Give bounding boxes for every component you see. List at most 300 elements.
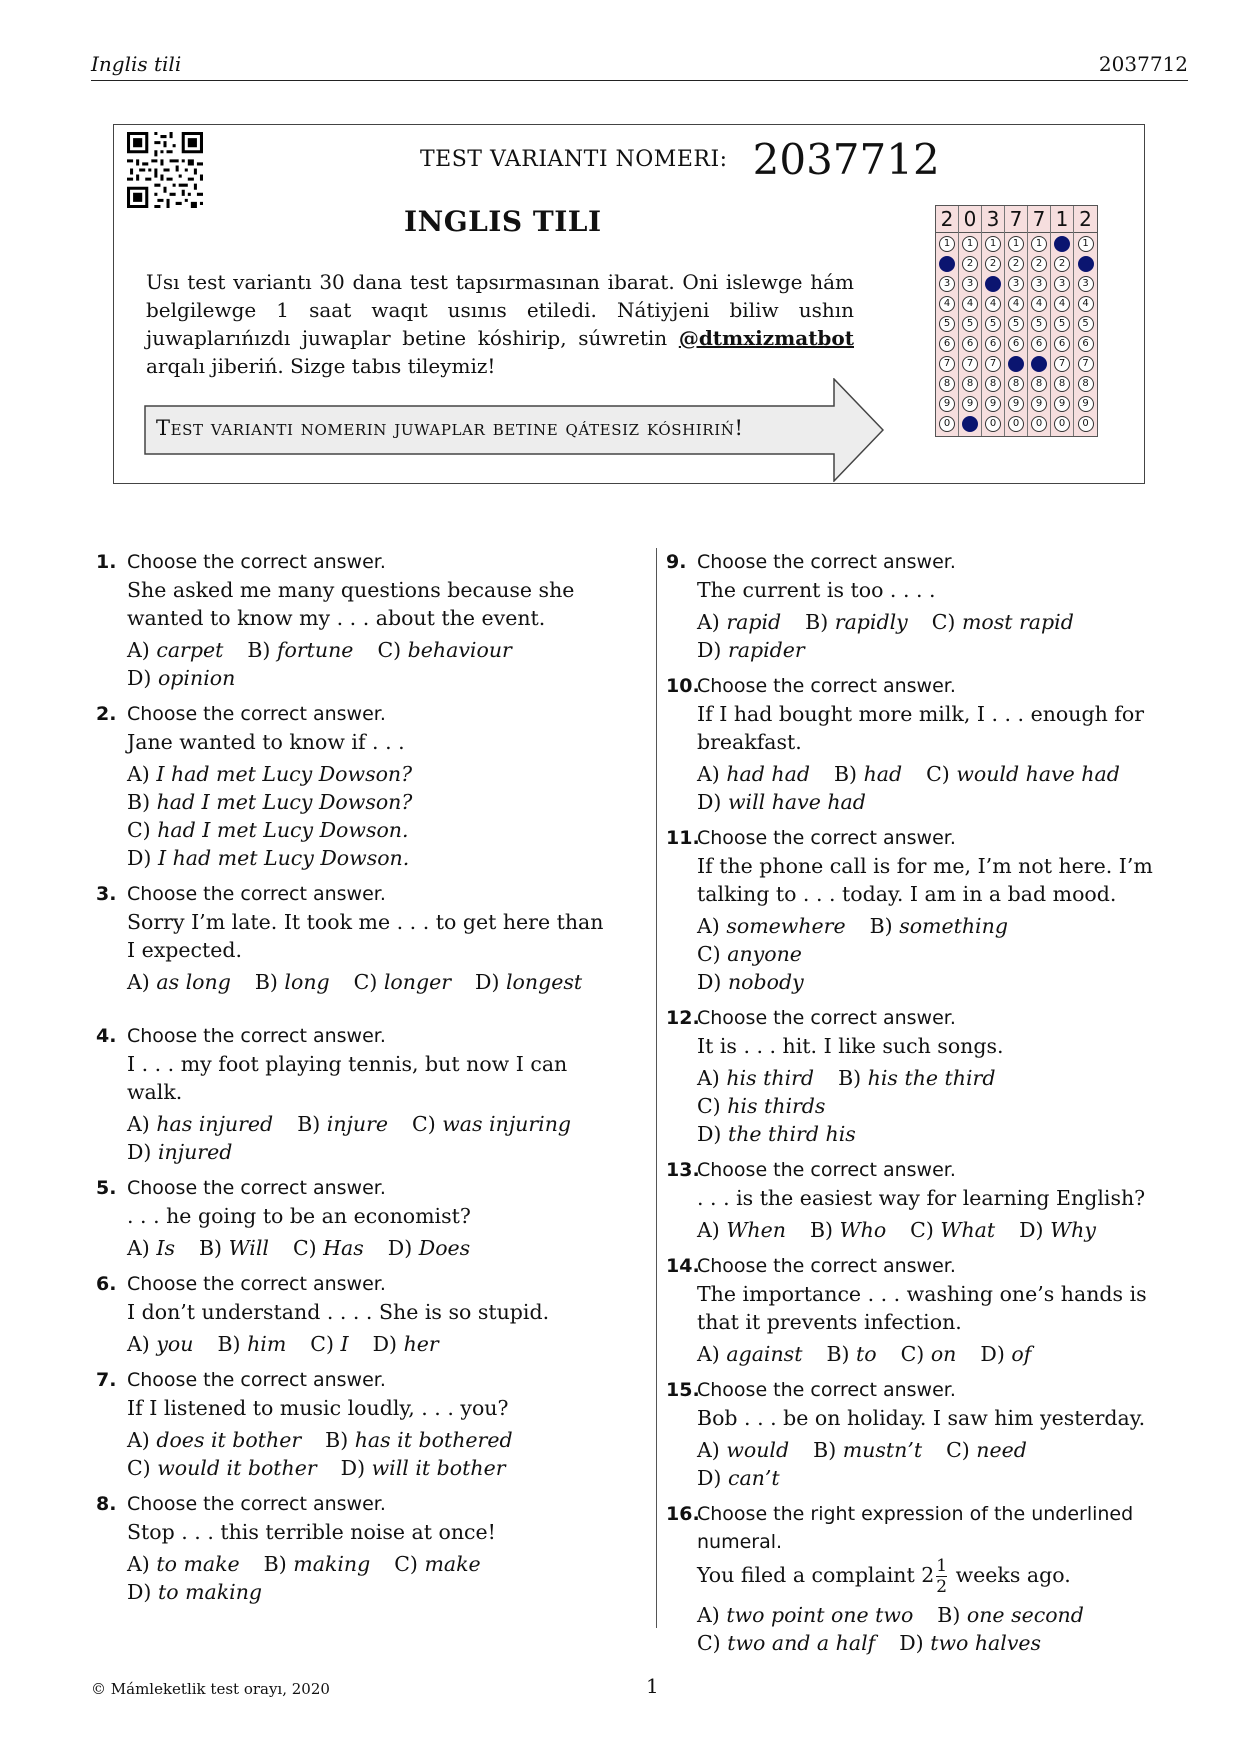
option-letter: C) bbox=[377, 638, 402, 662]
option-letter: C) bbox=[353, 970, 378, 994]
answer-option[interactable] bbox=[1019, 1216, 1096, 1244]
question-number: 8. bbox=[96, 1493, 117, 1515]
fraction bbox=[936, 1556, 947, 1597]
page-number: 1 bbox=[646, 1674, 659, 1698]
answer-sheet-variant-grid bbox=[935, 205, 1098, 437]
variant-digit-column bbox=[1051, 206, 1074, 436]
question-number: 3. bbox=[96, 883, 117, 905]
question-prompt: Choose the correct answer. bbox=[697, 551, 956, 573]
question-text: If I had bought more milk, I . . . enough for breakfast. bbox=[697, 702, 1145, 754]
question-item bbox=[666, 1004, 1156, 1148]
digit-bubble: 4 bbox=[1054, 296, 1070, 312]
answer-option[interactable] bbox=[127, 1234, 175, 1262]
answer-option[interactable] bbox=[697, 968, 804, 996]
answer-option[interactable] bbox=[813, 1436, 922, 1464]
question-text: The importance . . . washing one’s hands is that it prevents infection. bbox=[697, 1282, 1147, 1334]
digit-bubble: 7 bbox=[1078, 356, 1094, 372]
question-item bbox=[96, 548, 616, 692]
answer-options bbox=[127, 968, 616, 996]
answer-option[interactable] bbox=[834, 760, 902, 788]
option-letter: A) bbox=[697, 762, 720, 786]
option-text: had had bbox=[726, 762, 810, 786]
digit-bubble: 4 bbox=[1008, 296, 1024, 312]
option-letter: A) bbox=[697, 1218, 720, 1242]
question-prompt: Choose the right expression of the underlined numeral. bbox=[697, 1503, 1134, 1553]
option-letter: D) bbox=[127, 846, 152, 870]
answer-options bbox=[697, 912, 1156, 996]
option-text: something bbox=[899, 914, 1008, 938]
digit-bubble: 8 bbox=[1078, 376, 1094, 392]
option-text: can’t bbox=[727, 1466, 780, 1490]
digit-bubble: 5 bbox=[1078, 316, 1094, 332]
question-prompt: Choose the correct answer. bbox=[127, 1493, 386, 1515]
question-prompt: Choose the correct answer. bbox=[127, 1369, 386, 1391]
question-item bbox=[666, 548, 1156, 664]
option-letter: D) bbox=[899, 1631, 924, 1655]
option-text: When bbox=[726, 1218, 786, 1242]
answer-options bbox=[697, 1340, 1156, 1368]
footer-copyright: © Mámleketlik test orayı, 2020 bbox=[91, 1680, 330, 1698]
variant-digit-column bbox=[959, 206, 982, 436]
option-text: carpet bbox=[156, 638, 224, 662]
running-header bbox=[91, 50, 1188, 81]
answer-option[interactable] bbox=[810, 1216, 886, 1244]
question-number: 2. bbox=[96, 703, 117, 725]
digit-bubble: 3 bbox=[939, 276, 955, 292]
answer-option[interactable] bbox=[697, 1216, 786, 1244]
question-text: The current is too . . . . bbox=[697, 578, 936, 602]
option-text: of bbox=[1011, 1342, 1032, 1366]
digit-bubble: 5 bbox=[962, 316, 978, 332]
option-letter: A) bbox=[127, 1112, 150, 1136]
answer-option[interactable] bbox=[697, 788, 866, 816]
digit-bubble: 0 bbox=[1031, 416, 1047, 432]
option-letter: D) bbox=[697, 638, 722, 662]
option-letter: B) bbox=[838, 1066, 862, 1090]
question-number: 4. bbox=[96, 1025, 117, 1047]
question-prompt: Choose the correct answer. bbox=[697, 1007, 956, 1029]
digit-bubble: 4 bbox=[1031, 296, 1047, 312]
answer-option[interactable] bbox=[899, 1629, 1041, 1657]
digit-bubble: 4 bbox=[985, 296, 1001, 312]
digit-bubble: 9 bbox=[1078, 396, 1094, 412]
answer-options bbox=[697, 608, 1156, 664]
digit-bubble: 1 bbox=[939, 236, 955, 252]
answer-option[interactable] bbox=[127, 816, 409, 844]
question-number: 9. bbox=[666, 551, 687, 573]
digit-bubble: 7 bbox=[1054, 356, 1070, 372]
variant-digit: 2 bbox=[936, 206, 958, 233]
option-letter: B) bbox=[247, 638, 271, 662]
answer-option[interactable] bbox=[394, 1550, 480, 1578]
instructions bbox=[146, 268, 854, 380]
digit-bubble: 3 bbox=[1078, 276, 1094, 292]
answer-option[interactable] bbox=[127, 1110, 273, 1138]
question-text: I don’t understand . . . . She is so stupid. bbox=[127, 1300, 550, 1324]
option-text: on bbox=[930, 1342, 957, 1366]
question-text: Sorry I’m late. It took me . . . to get here than I expected. bbox=[127, 910, 604, 962]
option-letter: C) bbox=[697, 1631, 721, 1655]
answer-option[interactable] bbox=[697, 1629, 875, 1657]
answer-option[interactable] bbox=[310, 1330, 348, 1358]
variant-number: 2037712 bbox=[752, 135, 940, 184]
option-text: anyone bbox=[727, 942, 802, 966]
questions-right-column bbox=[666, 548, 1156, 1665]
option-text: had I met Lucy Dowson. bbox=[157, 818, 409, 842]
question-prompt: Choose the correct answer. bbox=[697, 675, 956, 697]
answer-option[interactable] bbox=[697, 1464, 780, 1492]
option-text: mustn’t bbox=[842, 1438, 923, 1462]
answer-option[interactable] bbox=[217, 1330, 286, 1358]
variant-digit-column bbox=[982, 206, 1005, 436]
option-letter: A) bbox=[697, 1342, 720, 1366]
answer-option[interactable] bbox=[127, 1550, 240, 1578]
answer-option[interactable] bbox=[247, 636, 353, 664]
option-text: had bbox=[863, 762, 903, 786]
answer-option[interactable] bbox=[127, 1330, 193, 1358]
question-number: 6. bbox=[96, 1273, 117, 1295]
digit-bubble: 5 bbox=[1008, 316, 1024, 332]
option-letter: A) bbox=[697, 914, 720, 938]
subject-title: INGLIS TILI bbox=[404, 205, 602, 238]
option-text: nobody bbox=[727, 970, 804, 994]
question-text: . . . is the easiest way for learning English? bbox=[697, 1186, 1146, 1210]
digit-bubble: 8 bbox=[985, 376, 1001, 392]
answer-option[interactable] bbox=[697, 940, 802, 968]
variant-label: TEST VARIANTI NOMERI: bbox=[420, 147, 728, 172]
question-number: 13. bbox=[666, 1159, 700, 1181]
option-text: two and a half bbox=[727, 1631, 876, 1655]
answer-option[interactable] bbox=[325, 1426, 512, 1454]
option-letter: B) bbox=[198, 1236, 223, 1260]
answer-options bbox=[127, 1330, 616, 1358]
option-letter: B) bbox=[254, 970, 278, 994]
answer-option[interactable] bbox=[127, 1578, 262, 1606]
option-text: the third his bbox=[727, 1122, 856, 1146]
digit-bubble: 1 bbox=[1008, 236, 1024, 252]
digit-bubble: 1 bbox=[985, 236, 1001, 252]
answer-option[interactable] bbox=[697, 1120, 856, 1148]
answer-option[interactable] bbox=[926, 760, 1120, 788]
answer-option[interactable] bbox=[697, 912, 846, 940]
option-text: longest bbox=[506, 970, 583, 994]
option-text: make bbox=[424, 1552, 481, 1576]
answer-option[interactable] bbox=[910, 1216, 995, 1244]
option-text: Has bbox=[323, 1236, 364, 1260]
filled-bubble bbox=[1054, 236, 1070, 252]
digit-bubble: 3 bbox=[1054, 276, 1070, 292]
option-text: What bbox=[940, 1218, 996, 1242]
filled-bubble bbox=[985, 276, 1001, 292]
option-letter: B) bbox=[217, 1332, 241, 1356]
digit-bubble: 4 bbox=[1078, 296, 1094, 312]
option-letter: C) bbox=[697, 942, 721, 966]
answer-option[interactable] bbox=[127, 1138, 232, 1166]
option-letter: B) bbox=[809, 1218, 834, 1242]
option-letter: D) bbox=[127, 1580, 152, 1604]
option-text: I had met Lucy Dowson. bbox=[157, 846, 410, 870]
question-item bbox=[96, 1270, 616, 1358]
question-text: If the phone call is for me, I’m not here. I’m talking to . . . today. I am in a bad mood. bbox=[697, 854, 1153, 906]
option-text: injure bbox=[326, 1112, 389, 1136]
option-text: Why bbox=[1050, 1218, 1096, 1242]
variant-line bbox=[420, 135, 940, 184]
questions-left-column bbox=[96, 548, 616, 1614]
answer-option[interactable] bbox=[264, 1550, 371, 1578]
answer-option[interactable] bbox=[697, 1340, 802, 1368]
question-number: 5. bbox=[96, 1177, 117, 1199]
question-item bbox=[96, 700, 616, 872]
option-letter: D) bbox=[697, 790, 722, 814]
option-letter: B) bbox=[127, 790, 151, 814]
question-text bbox=[697, 1556, 1156, 1597]
answer-option[interactable] bbox=[354, 968, 451, 996]
option-letter: C) bbox=[394, 1552, 418, 1576]
answer-option[interactable] bbox=[255, 968, 330, 996]
answer-option[interactable] bbox=[127, 1454, 317, 1482]
option-text: rapider bbox=[727, 638, 805, 662]
digit-bubble: 6 bbox=[1008, 336, 1024, 352]
answer-option[interactable] bbox=[937, 1601, 1084, 1629]
question-prompt: Choose the correct answer. bbox=[127, 1273, 386, 1295]
option-letter: A) bbox=[127, 638, 150, 662]
variant-digit-column bbox=[1005, 206, 1028, 436]
answer-options bbox=[697, 760, 1156, 816]
option-letter: D) bbox=[387, 1236, 413, 1260]
option-letter: D) bbox=[697, 1466, 722, 1490]
variant-digit: 7 bbox=[1005, 206, 1027, 233]
option-letter: D) bbox=[372, 1332, 398, 1356]
option-letter: A) bbox=[127, 1552, 150, 1576]
option-text: him bbox=[247, 1332, 287, 1356]
answer-option[interactable] bbox=[901, 1340, 957, 1368]
digit-bubble: 1 bbox=[1078, 236, 1094, 252]
answer-options bbox=[697, 1601, 1156, 1657]
option-letter: B) bbox=[297, 1112, 321, 1136]
answer-option[interactable] bbox=[932, 608, 1074, 636]
option-text: his thirds bbox=[727, 1094, 826, 1118]
question-item bbox=[666, 1376, 1156, 1492]
answer-option[interactable] bbox=[946, 1436, 1027, 1464]
digit-bubble: 0 bbox=[1008, 416, 1024, 432]
option-text: rapid bbox=[726, 610, 782, 634]
option-letter: D) bbox=[127, 666, 152, 690]
option-letter: C) bbox=[127, 1456, 151, 1480]
answer-option[interactable] bbox=[697, 1092, 825, 1120]
fraction-numerator: 1 bbox=[936, 1556, 948, 1576]
answer-option[interactable] bbox=[293, 1234, 364, 1262]
digit-bubble: 6 bbox=[962, 336, 978, 352]
answer-option[interactable] bbox=[341, 1454, 506, 1482]
answer-option[interactable] bbox=[373, 1330, 439, 1358]
qr-code-icon bbox=[127, 132, 203, 208]
option-text: to making bbox=[157, 1580, 263, 1604]
question-prompt: Choose the correct answer. bbox=[127, 703, 386, 725]
option-text: has injured bbox=[156, 1112, 274, 1136]
option-text: you bbox=[156, 1332, 194, 1356]
digit-bubble: 5 bbox=[985, 316, 1001, 332]
variant-digit: 7 bbox=[1028, 206, 1050, 233]
variant-digit-column bbox=[936, 206, 959, 436]
filled-bubble bbox=[939, 256, 955, 272]
answer-option[interactable] bbox=[805, 608, 908, 636]
instructions-text-1: Usı test variantı 30 dana test tapsırmasınan ibarat. Oni islewge hám belgilewge 1 saat waqıt usınıs etiledi. Nátiyjeni biliw ushın juwaplarıńızdı juwaplar betine kóshirip, súwretin bbox=[146, 270, 854, 350]
option-letter: D) bbox=[697, 970, 722, 994]
option-letter: A) bbox=[127, 1236, 150, 1260]
question-prompt: Choose the correct answer. bbox=[127, 883, 386, 905]
answer-option[interactable] bbox=[127, 664, 235, 692]
arrow-text: Test varianti nomerin juwaplar betine qátesiz kóshiriń! bbox=[156, 416, 744, 440]
answer-option[interactable] bbox=[127, 1426, 301, 1454]
answer-option[interactable] bbox=[980, 1340, 1031, 1368]
answer-option[interactable] bbox=[826, 1340, 876, 1368]
question-prompt: Choose the correct answer. bbox=[697, 1379, 956, 1401]
variant-digit-column bbox=[1028, 206, 1051, 436]
digit-bubble: 2 bbox=[962, 256, 978, 272]
digit-bubble: 5 bbox=[939, 316, 955, 332]
digit-bubble: 6 bbox=[1031, 336, 1047, 352]
answer-option[interactable] bbox=[697, 608, 781, 636]
answer-options bbox=[697, 1216, 1156, 1244]
option-text: will have had bbox=[727, 790, 866, 814]
answer-options bbox=[127, 760, 616, 872]
option-letter: C) bbox=[900, 1342, 925, 1366]
question-item bbox=[666, 824, 1156, 996]
answer-option[interactable] bbox=[697, 1601, 913, 1629]
option-text: to make bbox=[156, 1552, 240, 1576]
digit-bubble: 2 bbox=[1054, 256, 1070, 272]
option-letter: B) bbox=[813, 1438, 837, 1462]
option-text: was injuring bbox=[442, 1112, 572, 1136]
question-text: I . . . my foot playing tennis, but now I can walk. bbox=[127, 1052, 568, 1104]
question-text-before: You filed a complaint 2 bbox=[697, 1563, 935, 1587]
fraction-denominator: 2 bbox=[936, 1577, 948, 1597]
question-item bbox=[666, 1500, 1156, 1657]
variant-digit: 2 bbox=[1074, 206, 1097, 233]
filled-bubble bbox=[1078, 256, 1094, 272]
option-text: would bbox=[726, 1438, 790, 1462]
question-text-after: weeks ago. bbox=[949, 1563, 1071, 1587]
option-text: will it bother bbox=[371, 1456, 506, 1480]
digit-bubble: 6 bbox=[1054, 336, 1070, 352]
answer-option[interactable] bbox=[127, 760, 412, 788]
answer-option[interactable] bbox=[127, 968, 231, 996]
answer-option[interactable] bbox=[127, 636, 223, 664]
option-letter: D) bbox=[1019, 1218, 1044, 1242]
question-number: 11. bbox=[666, 827, 700, 849]
variant-digit: 1 bbox=[1051, 206, 1073, 233]
answer-option[interactable] bbox=[388, 1234, 470, 1262]
answer-option[interactable] bbox=[697, 1436, 789, 1464]
digit-bubble: 7 bbox=[985, 356, 1001, 372]
header-variant-number: 2037712 bbox=[1098, 52, 1188, 76]
option-text: against bbox=[726, 1342, 803, 1366]
digit-bubble: 0 bbox=[1054, 416, 1070, 432]
answer-option[interactable] bbox=[697, 1064, 814, 1092]
digit-bubble: 9 bbox=[1031, 396, 1047, 412]
option-letter: A) bbox=[127, 762, 150, 786]
option-letter: C) bbox=[127, 818, 151, 842]
option-letter: B) bbox=[937, 1603, 961, 1627]
option-letter: A) bbox=[697, 1066, 720, 1090]
question-number: 12. bbox=[666, 1007, 700, 1029]
answer-option[interactable] bbox=[127, 788, 412, 816]
bot-handle-link[interactable]: @dtmxizmatbot bbox=[678, 326, 854, 350]
question-number: 7. bbox=[96, 1369, 117, 1391]
question-item bbox=[666, 1252, 1156, 1368]
question-prompt: Choose the correct answer. bbox=[127, 1025, 386, 1047]
option-text: Will bbox=[228, 1236, 269, 1260]
digit-bubble: 0 bbox=[1078, 416, 1094, 432]
digit-bubble: 8 bbox=[1054, 376, 1070, 392]
option-text: Does bbox=[418, 1236, 471, 1260]
digit-bubble: 2 bbox=[985, 256, 1001, 272]
digit-bubble: 5 bbox=[1031, 316, 1047, 332]
option-letter: B) bbox=[325, 1428, 349, 1452]
question-number: 15. bbox=[666, 1379, 700, 1401]
option-letter: A) bbox=[127, 1428, 150, 1452]
option-letter: C) bbox=[697, 1094, 721, 1118]
digit-bubble: 5 bbox=[1054, 316, 1070, 332]
option-text: one second bbox=[966, 1603, 1084, 1627]
option-letter: D) bbox=[980, 1342, 1005, 1366]
variant-digit-column bbox=[1074, 206, 1097, 436]
digit-bubble: 0 bbox=[939, 416, 955, 432]
answer-options bbox=[127, 1110, 616, 1166]
option-text: her bbox=[403, 1332, 439, 1356]
answer-option[interactable] bbox=[838, 1064, 995, 1092]
option-text: rapidly bbox=[834, 610, 908, 634]
digit-bubble: 8 bbox=[939, 376, 955, 392]
questions-area bbox=[96, 548, 1156, 1655]
question-text: Jane wanted to know if . . . bbox=[127, 730, 405, 754]
option-text: his third bbox=[726, 1066, 815, 1090]
option-letter: C) bbox=[310, 1332, 334, 1356]
option-text: has it bothered bbox=[354, 1428, 513, 1452]
answer-option[interactable] bbox=[199, 1234, 269, 1262]
answer-option[interactable] bbox=[127, 844, 409, 872]
answer-options bbox=[127, 636, 616, 692]
question-item bbox=[96, 1022, 616, 1166]
question-item bbox=[96, 1490, 616, 1606]
question-number: 14. bbox=[666, 1255, 700, 1277]
question-item bbox=[666, 672, 1156, 816]
digit-bubble: 6 bbox=[939, 336, 955, 352]
option-letter: C) bbox=[946, 1438, 970, 1462]
digit-bubble: 9 bbox=[939, 396, 955, 412]
option-letter: C) bbox=[931, 610, 956, 634]
option-letter: D) bbox=[697, 1122, 722, 1146]
answer-options bbox=[697, 1436, 1156, 1492]
answer-option[interactable] bbox=[297, 1110, 388, 1138]
answer-option[interactable] bbox=[697, 636, 805, 664]
option-text: behaviour bbox=[407, 638, 512, 662]
answer-option[interactable] bbox=[697, 760, 810, 788]
option-letter: D) bbox=[475, 970, 500, 994]
instructions-text-2: arqalı jiberiń. Sizge tabıs tileymiz! bbox=[146, 354, 496, 378]
answer-option[interactable] bbox=[475, 968, 582, 996]
answer-option[interactable] bbox=[412, 1110, 571, 1138]
option-text: need bbox=[976, 1438, 1027, 1462]
answer-option[interactable] bbox=[870, 912, 1008, 940]
option-text: two point one two bbox=[726, 1603, 914, 1627]
digit-bubble: 8 bbox=[1008, 376, 1024, 392]
question-text: It is . . . hit. I like such songs. bbox=[697, 1034, 1004, 1058]
digit-bubble: 1 bbox=[1031, 236, 1047, 252]
option-text: long bbox=[284, 970, 330, 994]
question-number: 16. bbox=[666, 1503, 700, 1525]
answer-option[interactable] bbox=[377, 636, 511, 664]
